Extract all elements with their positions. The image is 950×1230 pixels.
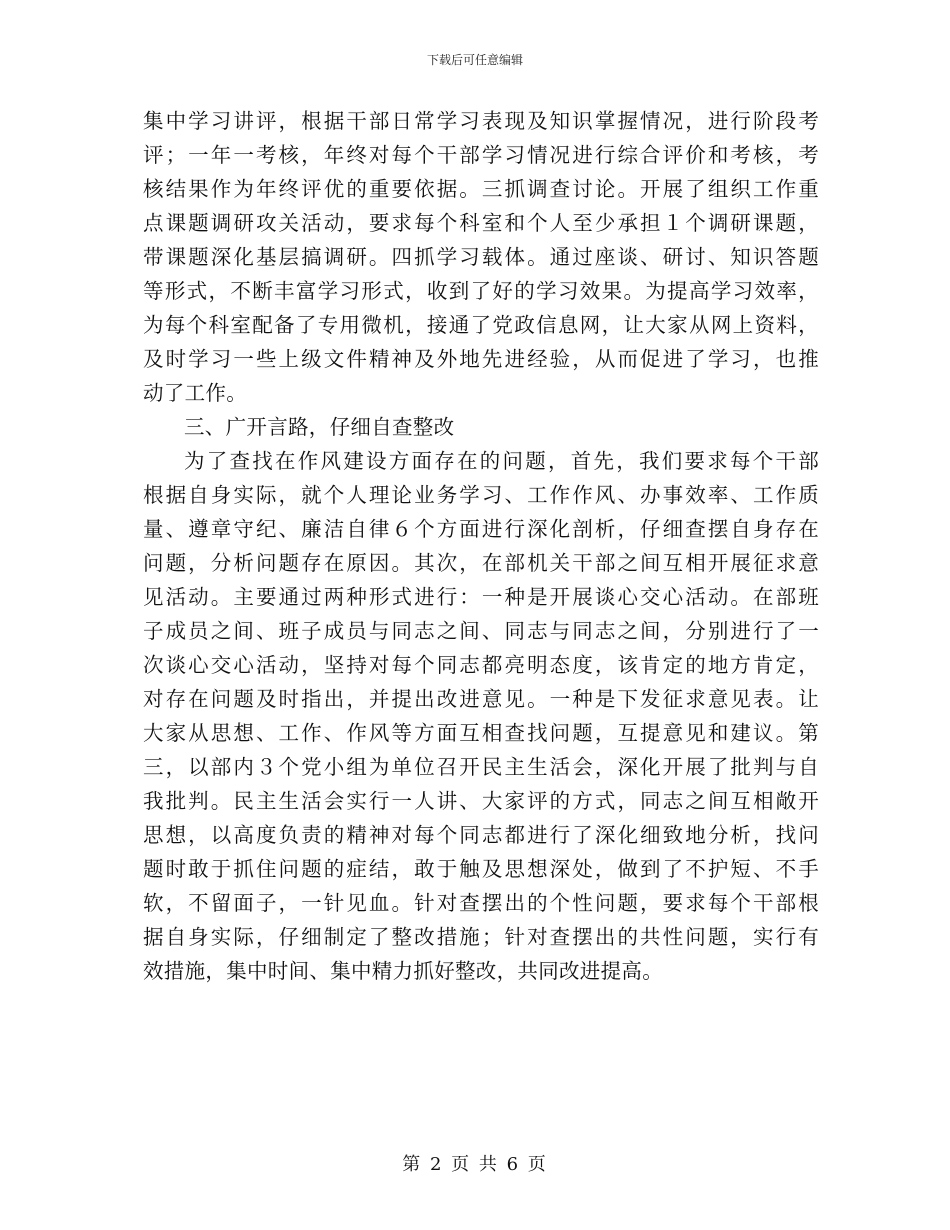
body-line: 思想，以高度负责的精神对每个同志都进行了深化细致地分析，找问 [143,823,819,847]
body-line: 等形式，不断丰富学习形式，收到了好的学习效果。为提高学习效率， [143,279,819,303]
section-heading: 三、广开言路，仔细自查整改 [184,415,455,439]
body-line: 据自身实际，仔细制定了整改措施；针对查摆出的共性问题，实行有 [143,925,819,949]
document-body [143,104,819,988]
body-line: 效措施，集中时间、集中精力抓好整改，共同改进提高。 [143,959,663,983]
page-number: 第 2 页 共 6 页 [402,1154,548,1175]
body-line: 子成员之间、班子成员与同志之间、同志与同志之间，分别进行了一 [143,619,819,643]
body-line: 三，以部内３个党小组为单位召开民主生活会，深化开展了批判与自 [143,755,819,779]
body-line: 带课题深化基层搞调研。四抓学习载体。通过座谈、研讨、知识答题 [143,245,819,269]
page-header-note: 下载后可任意编辑 [426,53,523,67]
body-line: 我批判。民主生活会实行一人讲、大家评的方式，同志之间互相敞开 [143,789,819,813]
body-line: 题时敢于抓住问题的症结，敢于触及思想深处，做到了不护短、不手 [143,857,819,881]
body-line: 为每个科室配备了专用微机，接通了党政信息网，让大家从网上资料， [143,313,819,337]
body-line: 见活动。主要通过两种形式进行：一种是开展谈心交心活动。在部班 [143,585,819,609]
body-line: 及时学习一些上级文件精神及外地先进经验，从而促进了学习，也推 [143,347,819,371]
body-line: 点课题调研攻关活动，要求每个科室和个人至少承担１个调研课题， [143,211,819,235]
body-line: 问题，分析问题存在原因。其次，在部机关干部之间互相开展征求意 [143,551,819,575]
body-line: 量、遵章守纪、廉洁自律６个方面进行深化剖析，仔细查摆自身存在 [143,517,819,541]
body-line: 集中学习讲评，根据干部日常学习表现及知识掌握情况，进行阶段考 [143,109,819,133]
body-line: 动了工作。 [143,381,247,405]
body-line: 对存在问题及时指出，并提出改进意见。一种是下发征求意见表。让 [143,687,819,711]
body-line: 大家从思想、工作、作风等方面互相查找问题，互提意见和建议。第 [143,721,819,745]
body-line: 根据自身实际，就个人理论业务学习、工作作风、办事效率、工作质 [143,483,819,507]
body-line: 评；一年一考核，年终对每个干部学习情况进行综合评价和考核，考 [143,143,819,167]
body-line: 软，不留面子，一针见血。针对查摆出的个性问题，要求每个干部根 [143,891,819,915]
body-line: 次谈心交心活动，坚持对每个同志都亮明态度，该肯定的地方肯定， [143,653,819,677]
body-line: 核结果作为年终评优的重要依据。三抓调查讨论。开展了组织工作重 [143,177,819,201]
body-line: 为了查找在作风建设方面存在的问题，首先，我们要求每个干部 [184,449,819,473]
